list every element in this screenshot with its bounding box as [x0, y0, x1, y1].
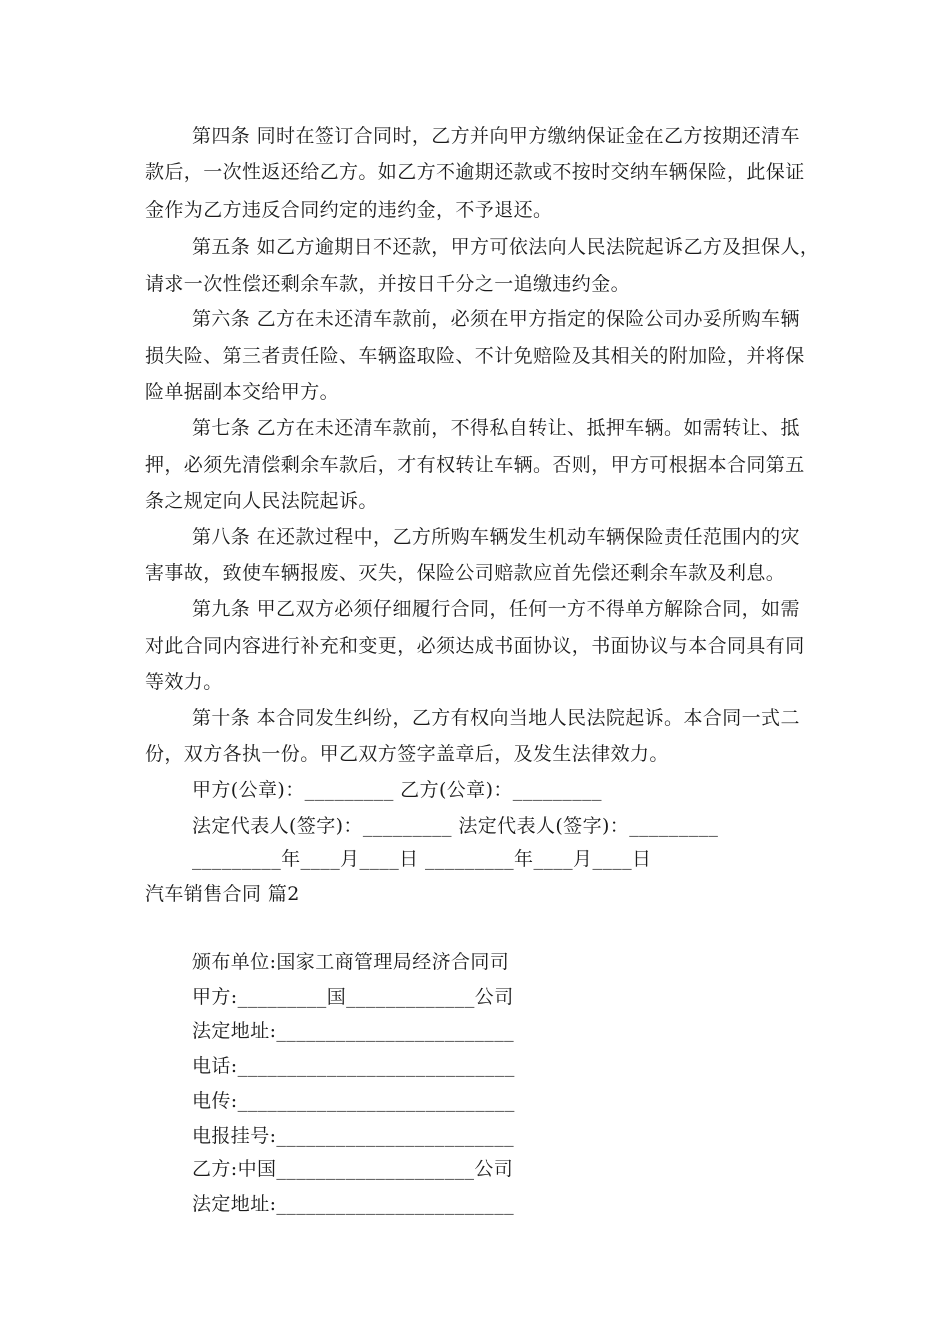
article-9-line-2: 对此合同内容进行补充和变更，必须达成书面协议，书面协议与本合同具有同 [145, 635, 805, 657]
article-10-line-2: 份，双方各执一份。甲乙双方签字盖章后，及发生法律效力。 [145, 743, 669, 765]
article-6-line-3: 险单据副本交给甲方。 [145, 381, 340, 403]
article-5-line-1: 第五条 如乙方逾期日不还款，甲方可依法向人民法院起诉乙方及担保人， [192, 236, 820, 258]
article-9-line-1: 第九条 甲乙双方必须仔细履行合同，任何一方不得单方解除合同，如需 [192, 598, 800, 620]
form-line-issuer: 颁布单位:国家工商管理局经济合同司 [192, 951, 510, 973]
form-line-fax: 电传:____________________________ [192, 1090, 515, 1112]
article-10-line-1: 第十条 本合同发生纠纷，乙方有权向当地人民法院起诉。本合同一式二 [192, 707, 800, 729]
representative-line: 法定代表人(签字)：_________ 法定代表人(签字)：_________ [192, 815, 719, 837]
article-8-line-2: 害事故，致使车辆报废、灭失，保险公司赔款应首先偿还剩余车款及利息。 [145, 562, 786, 584]
article-4-line-1: 第四条 同时在签订合同时，乙方并向甲方缴纳保证金在乙方按期还清车 [192, 125, 800, 147]
article-5-line-2: 请求一次性偿还剩余车款，并按日千分之一追缴违约金。 [145, 273, 631, 295]
form-line-cable: 电报挂号:________________________ [192, 1125, 515, 1147]
date-line: _________年____月____日 _________年____月____日 [192, 848, 652, 870]
article-4-line-2: 款后，一次性返还给乙方。如乙方不逾期还款或不按时交纳车辆保险，此保证 [145, 161, 805, 183]
article-4-line-3: 金作为乙方违反合同约定的违约金，不予退还。 [145, 199, 553, 221]
form-line-legal-address-a: 法定地址:________________________ [192, 1020, 515, 1042]
article-7-line-1: 第七条 乙方在未还清车款前，不得私自转让、抵押车辆。如需转让、抵 [192, 417, 800, 439]
seal-line: 甲方(公章)：_________ 乙方(公章)：_________ [192, 779, 602, 801]
article-6-line-2: 损失险、第三者责任险、车辆盗取险、不计免赔险及其相关的附加险，并将保 [145, 345, 805, 367]
form-line-party-b: 乙方:中国____________________公司 [192, 1158, 514, 1180]
article-9-line-3: 等效力。 [145, 671, 223, 693]
article-8-line-1: 第八条 在还款过程中，乙方所购车辆发生机动车辆保险责任范围内的灾 [192, 526, 800, 548]
form-line-party-a: 甲方:_________国_____________公司 [192, 986, 514, 1008]
article-6-line-1: 第六条 乙方在未还清车款前，必须在甲方指定的保险公司办妥所购车辆 [192, 308, 800, 330]
article-7-line-2: 押，必须先清偿剩余车款后，才有权转让车辆。否则，甲方可根据本合同第五 [145, 454, 805, 476]
form-line-legal-address-b: 法定地址:________________________ [192, 1193, 515, 1215]
section-title: 汽车销售合同 篇2 [145, 883, 300, 905]
article-7-line-3: 条之规定向人民法院起诉。 [145, 490, 378, 512]
form-line-phone: 电话:____________________________ [192, 1055, 515, 1077]
